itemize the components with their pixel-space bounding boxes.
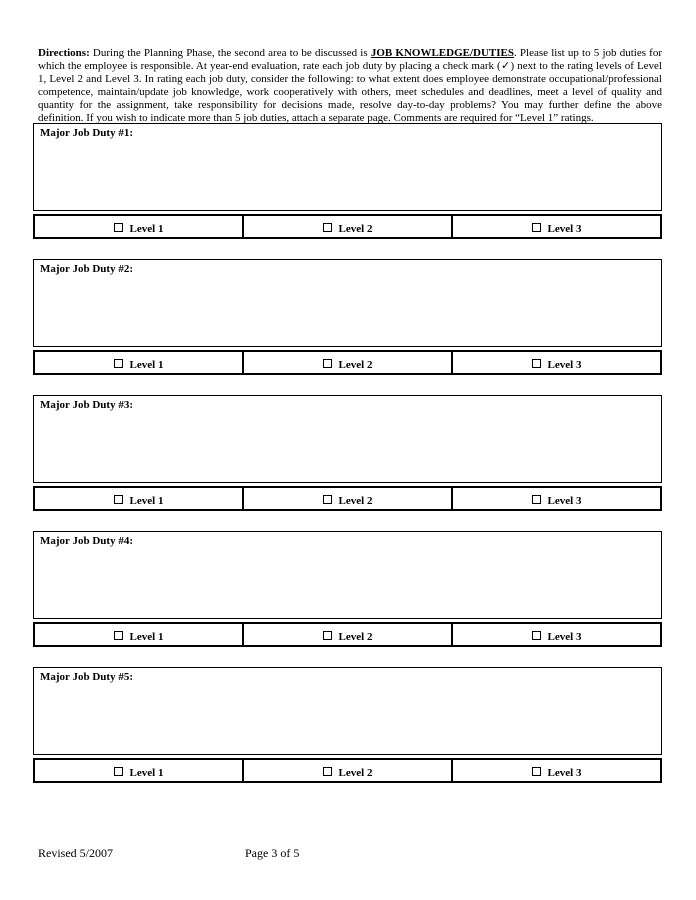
duty-1-level-1-checkbox[interactable] — [114, 223, 123, 232]
directions-label: Directions: — [38, 47, 90, 59]
job-duty-1-input[interactable] — [33, 123, 662, 211]
duty-1-rating-row — [33, 214, 662, 239]
duty-1-level-3-checkbox[interactable] — [532, 223, 541, 232]
footer-page-number: Page 3 of 5 — [245, 846, 300, 860]
duty-2-level-1-label: Level 1 — [129, 359, 164, 371]
duty-3-level-2-cell — [244, 488, 453, 509]
duty-section-1 — [33, 123, 662, 239]
duty-1-level-3-label: Level 3 — [547, 223, 582, 235]
duty-1-level-2-label: Level 2 — [338, 223, 373, 235]
duty-2-level-2-cell — [244, 352, 453, 373]
job-duty-4-label: Major Job Duty #4: — [40, 535, 133, 547]
duty-3-level-2-checkbox[interactable] — [323, 495, 332, 504]
job-duty-2-input[interactable] — [33, 259, 662, 347]
job-duty-2-label: Major Job Duty #2: — [40, 263, 133, 275]
duty-3-level-3-cell — [453, 488, 660, 509]
duty-5-level-2-label: Level 2 — [338, 767, 373, 779]
duty-2-level-1-cell — [35, 352, 244, 373]
duty-4-level-3-label: Level 3 — [547, 631, 582, 643]
duty-section-5 — [33, 667, 662, 783]
duty-5-level-2-checkbox[interactable] — [323, 767, 332, 776]
duty-3-level-2-label: Level 2 — [338, 495, 373, 507]
directions-intro: During the Planning Phase, the second area to be discussed is — [89, 47, 371, 59]
duty-5-level-3-checkbox[interactable] — [532, 767, 541, 776]
duty-1-level-3-cell — [453, 216, 660, 237]
duty-4-level-1-checkbox[interactable] — [114, 631, 123, 640]
duty-5-level-1-checkbox[interactable] — [114, 767, 123, 776]
duty-3-level-3-checkbox[interactable] — [532, 495, 541, 504]
duty-3-level-1-checkbox[interactable] — [114, 495, 123, 504]
duty-1-level-2-checkbox[interactable] — [323, 223, 332, 232]
duty-5-level-3-cell — [453, 760, 660, 781]
duty-5-level-1-label: Level 1 — [129, 767, 164, 779]
duty-4-level-1-cell — [35, 624, 244, 645]
duty-4-rating-row — [33, 622, 662, 647]
duty-1-level-1-cell — [35, 216, 244, 237]
duty-2-level-2-label: Level 2 — [338, 359, 373, 371]
job-duty-1-label: Major Job Duty #1: — [40, 127, 133, 139]
job-duty-form — [33, 123, 662, 803]
job-duty-5-input[interactable] — [33, 667, 662, 755]
duty-1-level-2-cell — [244, 216, 453, 237]
duty-3-level-1-label: Level 1 — [129, 495, 164, 507]
duty-1-level-1-label: Level 1 — [129, 223, 164, 235]
duty-2-level-3-cell — [453, 352, 660, 373]
job-duty-5-label: Major Job Duty #5: — [40, 671, 133, 683]
duty-5-level-2-cell — [244, 760, 453, 781]
duty-4-level-2-checkbox[interactable] — [323, 631, 332, 640]
duty-5-rating-row — [33, 758, 662, 783]
duty-2-level-2-checkbox[interactable] — [323, 359, 332, 368]
duty-2-rating-row — [33, 350, 662, 375]
duty-3-level-3-label: Level 3 — [547, 495, 582, 507]
duty-section-2 — [33, 259, 662, 375]
duty-3-rating-row — [33, 486, 662, 511]
directions-highlight: JOB KNOWLEDGE/DUTIES — [370, 47, 514, 59]
directions — [38, 47, 662, 125]
duty-2-level-3-checkbox[interactable] — [532, 359, 541, 368]
job-duty-4-input[interactable] — [33, 531, 662, 619]
duty-section-3 — [33, 395, 662, 511]
duty-5-level-1-cell — [35, 760, 244, 781]
duty-5-level-3-label: Level 3 — [547, 767, 582, 779]
footer-revised-date: Revised 5/2007 — [38, 846, 113, 860]
duty-2-level-3-label: Level 3 — [547, 359, 582, 371]
duty-4-level-2-label: Level 2 — [338, 631, 373, 643]
duty-4-level-3-checkbox[interactable] — [532, 631, 541, 640]
duty-4-level-1-label: Level 1 — [129, 631, 164, 643]
duty-section-4 — [33, 531, 662, 647]
duty-3-level-1-cell — [35, 488, 244, 509]
job-duty-3-label: Major Job Duty #3: — [40, 399, 133, 411]
duty-4-level-2-cell — [244, 624, 453, 645]
job-duty-3-input[interactable] — [33, 395, 662, 483]
duty-2-level-1-checkbox[interactable] — [114, 359, 123, 368]
directions-body: . Please list up to 5 job duties for which the employee is responsible. At year-end evaluation, rate each job duty by placing a check mark (✓) next to the rating levels of Level 1, Level 2 and Level 3. In rating each job duty, consider the following: to what extent does employee demonstrate occupational/professional competence, maintain/update job knowledge, work cooperatively with others, meet schedules and deadlines, meet a level of quality and quantity for the assignment, take responsibility for decisions made, resolve day-to-day problems? You may further define the above definition. If you wish to indicate more than 5 job duties, attach a separate page. Comments are required for “Level 1” ratings. — [38, 47, 663, 124]
duty-4-level-3-cell — [453, 624, 660, 645]
